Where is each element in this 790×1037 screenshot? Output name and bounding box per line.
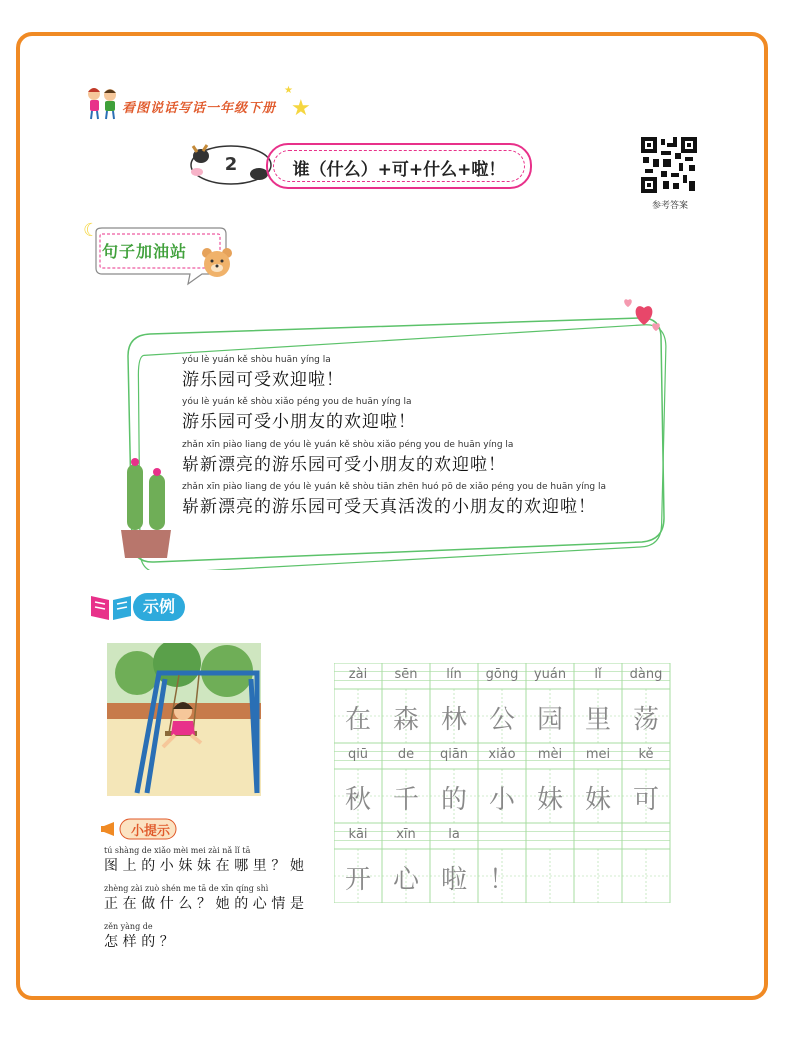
kids-icon bbox=[84, 86, 120, 120]
hint-line-2 bbox=[104, 884, 309, 913]
grid-pinyin: lǐ bbox=[594, 667, 602, 682]
sentence-text: 崭新漂亮的游乐园可受天真活泼的小朋友的欢迎啦！ bbox=[182, 497, 596, 517]
star-icon: ★ bbox=[284, 85, 293, 96]
grid-character: ！ bbox=[488, 865, 515, 895]
grid-character: 荡 bbox=[632, 705, 659, 735]
grid-character: 森 bbox=[392, 705, 419, 735]
book-title: 看图说话写话一年级下册 bbox=[122, 101, 277, 116]
hearts-icon bbox=[620, 295, 666, 333]
grid-pinyin: xiǎo bbox=[488, 747, 516, 762]
lesson-title-box bbox=[266, 143, 532, 189]
grid-pinyin: kāi bbox=[348, 827, 368, 842]
hint-text: 怎样的？ bbox=[104, 934, 179, 950]
grid-character: 开 bbox=[344, 865, 371, 895]
qr-label: 参考答案 bbox=[651, 201, 688, 211]
grid-pinyin: qiū bbox=[347, 747, 369, 762]
hint-pinyin: zěn yàng de bbox=[104, 922, 153, 931]
grid-character: 千 bbox=[392, 785, 419, 815]
grid-character: 园 bbox=[536, 705, 563, 735]
grid-pinyin: la bbox=[448, 827, 460, 842]
grid-character: 在 bbox=[344, 705, 371, 735]
example-badge: 示例 bbox=[133, 593, 185, 621]
grid-character: 里 bbox=[584, 705, 611, 735]
sentence-1 bbox=[182, 355, 344, 390]
grid-character: 啦 bbox=[440, 865, 467, 895]
hint-label: 小提示 bbox=[131, 824, 171, 839]
grid-pinyin: kě bbox=[638, 747, 654, 762]
grid-pinyin: dàng bbox=[629, 667, 663, 682]
grid-character: 林 bbox=[440, 705, 467, 735]
grid-pinyin: zài bbox=[348, 667, 368, 682]
lesson-number: 2 bbox=[224, 154, 238, 175]
grid-pinyin: lín bbox=[446, 667, 462, 682]
lesson-title: 谁（什么）+可+什么+啦！ bbox=[292, 160, 506, 180]
sentence-text: 游乐园可受小朋友的欢迎啦！ bbox=[182, 412, 416, 432]
sentence-pinyin: zhǎn xīn piào liang de yóu lè yuán kě shòu tiān zhēn huó pō de xiǎo péng you de huān yíng la bbox=[182, 482, 607, 492]
sentence-text: 崭新漂亮的游乐园可受小朋友的欢迎啦！ bbox=[182, 455, 506, 475]
hint-text: 正在做什么？她的心情是 bbox=[104, 896, 309, 912]
sentence-pinyin: yóu lè yuán kě shòu huān yíng la bbox=[182, 355, 331, 365]
sentence-frame bbox=[120, 300, 680, 570]
grid-character: 的 bbox=[440, 785, 467, 815]
sentence-pinyin: yóu lè yuán kě shòu xiǎo péng you de huān yíng la bbox=[182, 397, 412, 407]
sentence-text: 游乐园可受欢迎啦！ bbox=[182, 370, 344, 390]
grid-character: 妹 bbox=[536, 785, 563, 815]
grid-pinyin: sēn bbox=[394, 667, 418, 682]
grid-character: 秋 bbox=[344, 785, 371, 815]
cactus-icon bbox=[115, 450, 177, 560]
hint-text: 图上的小妹妹在哪里？她 bbox=[104, 858, 309, 874]
station-label: 句子加油站 bbox=[102, 242, 188, 261]
grid-pinyin: qiān bbox=[439, 747, 469, 762]
grid-pinyin: gōng bbox=[485, 667, 519, 682]
grid-pinyin: yuán bbox=[533, 667, 567, 682]
grid-character: 小 bbox=[488, 785, 515, 815]
sentence-pinyin: zhǎn xīn piào liang de yóu lè yuán kě shòu xiǎo péng you de huān yíng la bbox=[182, 440, 514, 450]
grid-pinyin: xīn bbox=[396, 827, 416, 842]
hint-line-1 bbox=[104, 846, 309, 875]
grid-character: 妹 bbox=[584, 785, 611, 815]
sentence-2 bbox=[182, 397, 416, 432]
hint-pinyin: zhèng zài zuò shén me tā de xīn qíng shì bbox=[104, 884, 269, 893]
hint-line-3 bbox=[104, 922, 178, 951]
grid-character: 心 bbox=[392, 865, 419, 895]
grid-character: 公 bbox=[488, 705, 515, 735]
grid-pinyin: mèi bbox=[537, 747, 563, 762]
star-icon: ★ bbox=[291, 96, 311, 121]
bear-icon bbox=[200, 246, 234, 278]
grid-pinyin: de bbox=[397, 747, 415, 762]
writing-grid bbox=[334, 663, 674, 903]
sentence-3 bbox=[182, 440, 513, 475]
grid-pinyin: mei bbox=[585, 747, 611, 762]
book-icon bbox=[89, 592, 133, 622]
qr-code[interactable] bbox=[641, 137, 697, 193]
moon-icon: ☾ bbox=[83, 220, 100, 241]
swing-illustration bbox=[107, 643, 261, 796]
hint-pinyin: tú shàng de xiǎo mèi mei zài nǎ lǐ tā bbox=[104, 846, 251, 855]
sentence-4 bbox=[182, 482, 606, 517]
grid-character: 可 bbox=[632, 785, 659, 815]
